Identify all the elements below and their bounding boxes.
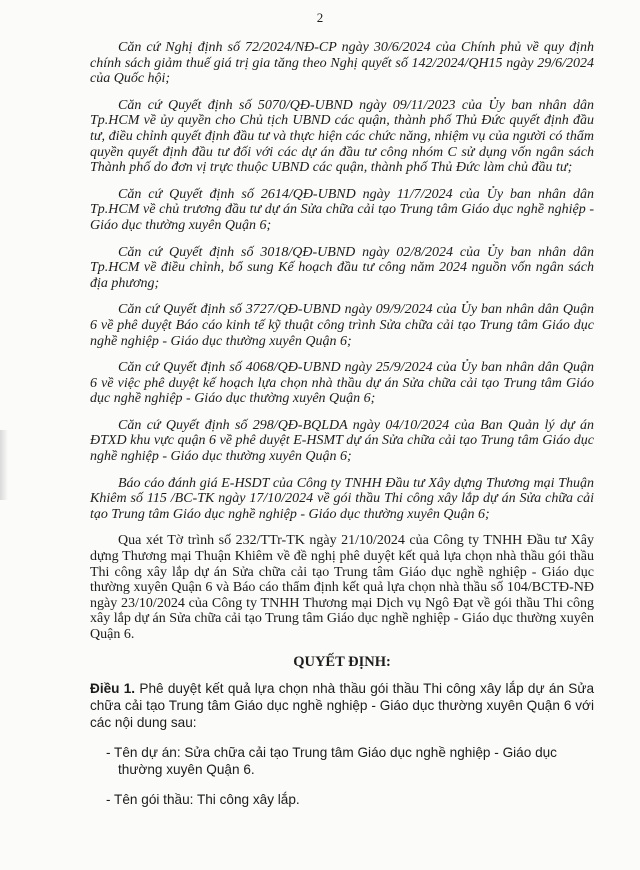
bullet-package-name: - Tên gói thầu: Thi công xây lắp. <box>106 791 300 807</box>
scan-margin-shadow <box>0 430 8 500</box>
preamble-decree-72: Căn cứ Nghị định số 72/2024/NĐ-CP ngày 30/6/2024 của Chính phủ về quy định chính sách giảm thuế giá trị gia tăng theo Nghị quyết số 142/2024/QH15 ngày 29/6/2024 của Quốc hội; <box>90 40 594 87</box>
preamble-decision-2614: Căn cứ Quyết định số 2614/QĐ-UBND ngày 11/7/2024 của Ủy ban nhân dân Tp.HCM về chủ trương đầu tư dự án Sửa chữa cải tạo Trung tâm Giáo dục nghề nghiệp - Giáo dục thường xuyên Quận 6; <box>90 186 594 233</box>
article-1-text: Phê duyệt kết quả lựa chọn nhà thầu gói thầu Thi công xây lắp dự án Sửa chữa cải tạo Trung tâm Giáo dục nghề nghiệp - Giáo dục thường xuyên Quận 6 với các nội dung sau: <box>90 680 595 730</box>
preamble-decision-5070: Căn cứ Quyết định số 5070/QĐ-UBND ngày 09/11/2023 của Ủy ban nhân dân Tp.HCM về ủy quyền cho Chủ tịch UBND các quận, thành phố Thủ Đức quyết định đầu tư, điều chỉnh quyết định đầu tư và thực hiện các chức năng, nhiệm vụ của người có thẩm quyền quyết định đầu tư đối với các dự án đầu tư công nhóm C sử dụng vốn ngân sách Thành phố do đơn vị trực thuộc UBND các quận, thành phố Thủ Đức làm chủ đầu tư; <box>90 97 594 176</box>
preamble-decision-3727: Căn cứ Quyết định số 3727/QĐ-UBND ngày 09/9/2024 của Ủy ban nhân dân Quận 6 về phê duyệt Báo cáo kinh tế kỹ thuật công trình Sửa chữa cải tạo Trung tâm Giáo dục nghề nghiệp - Giáo dục thường xuyên Quận 6; <box>90 302 594 349</box>
page-number: 2 <box>316 10 324 25</box>
consideration-paragraph: Qua xét Tờ trình số 232/TTr-TK ngày 21/10/2024 của Công ty TNHH Đầu tư Xây dựng Thương mại Thuận Khiêm về đề nghị phê duyệt kết quả lựa chọn nhà thầu gói thầu Thi công xây lắp dự án Sửa chữa cải tạo Trung tâm Giáo dục nghề nghiệp - Giáo dục thường xuyên Quận 6 và Báo cáo thẩm định kết quả lựa chọn nhà thầu số 104/BCTĐ-NĐ ngày 23/10/2024 của Công ty TNHH Thương mại Dịch vụ Ngô Đạt về gói thầu Thi công xây lắp dự án Sửa chữa cải tạo Trung tâm Giáo dục nghề nghiệp - Giáo dục thường xuyên Quận 6. <box>90 533 594 642</box>
preamble-decision-4068: Căn cứ Quyết định số 4068/QĐ-UBND ngày 25/9/2024 của Ủy ban nhân dân Quận 6 về việc phê duyệt kế hoạch lựa chọn nhà thầu dự án Sửa chữa cải tạo Trung tâm Giáo dục nghề nghiệp - Giáo dục thường xuyên Quận 6; <box>90 360 594 407</box>
article-1 <box>90 680 594 731</box>
preamble-decision-3018: Căn cứ Quyết định số 3018/QĐ-UBND ngày 02/8/2024 của Ủy ban nhân dân Tp.HCM về điều chỉnh, bổ sung Kế hoạch đầu tư công năm 2024 nguồn vốn ngân sách địa phương; <box>90 244 594 291</box>
preamble-evaluation-report: Báo cáo đánh giá E-HSDT của Công ty TNHH Đầu tư Xây dựng Thương mại Thuận Khiêm số 115 /BC-TK ngày 17/10/2024 về gói thầu Thi công xây lắp dự án Sửa chữa cải tạo Trung tâm Giáo dục nghề nghiệp - Giáo dục thường xuyên Quận 6; <box>90 475 594 522</box>
bullet-project-name: - Tên dự án: Sửa chữa cải tạo Trung tâm Giáo dục nghề nghiệp - Giáo dục thường xuyên Quận 6. <box>106 744 557 777</box>
article-1-label: Điều 1. <box>90 680 136 696</box>
document-body <box>90 40 594 821</box>
preamble-decision-298: Căn cứ Quyết định số 298/QĐ-BQLDA ngày 04/10/2024 của Ban Quản lý dự án ĐTXD khu vực quận 6 về phê duyệt E-HSMT dự án Sửa chữa cải tạo Trung tâm Giáo dục nghề nghiệp - Giáo dục thường xuyên Quận 6; <box>90 417 594 465</box>
decision-heading: QUYẾT ĐỊNH: <box>293 653 391 670</box>
